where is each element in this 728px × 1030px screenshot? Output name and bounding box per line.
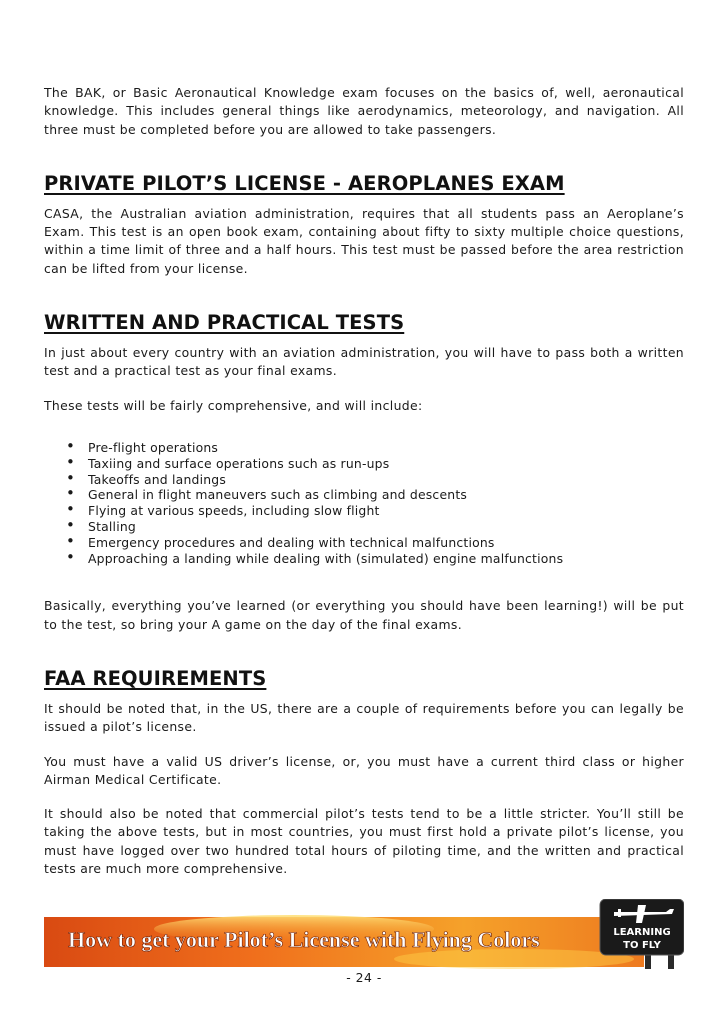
- list-item: • Takeoffs and landings: [66, 472, 684, 488]
- list-item: • Flying at various speeds, including slow flight: [66, 503, 684, 519]
- list-item: • Emergency procedures and dealing with technical malfunctions: [66, 535, 684, 551]
- page-number: - 24 -: [346, 970, 382, 985]
- list-item: • Taxiing and surface operations such as run-ups: [66, 456, 684, 472]
- faa-paragraph-1: It should be noted that, in the US, there are a couple of requirements before you can legally be issued a pilot’s license.: [44, 700, 684, 735]
- list-item: • Approaching a landing while dealing with (simulated) engine malfunctions: [66, 551, 684, 567]
- intro-paragraph: The BAK, or Basic Aeronautical Knowledge exam focuses on the basics of, well, aeronautical knowledge. This includes general things like aerodynamics, meteorology, and navigation. All three must be completed before you are allowed to take passengers.: [44, 85, 684, 137]
- faa-paragraph-2: You must have a valid US driver’s license, or, you must have a current third class or higher Airman Medical Certificate.: [44, 753, 684, 787]
- footer-banner: [44, 899, 684, 969]
- tests-paragraph-2: These tests will be fairly comprehensive, and will include:: [44, 397, 423, 413]
- list-item: • General in flight maneuvers such as climbing and descents: [66, 487, 684, 503]
- ppl-paragraph: CASA, the Australian aviation administration, requires that all students pass an Aeroplane’s Exam. This test is an open book exam, containing about fifty to sixty multiple choice questions, within a time limit of three and a half hours. This test must be passed before the area restriction can be lifted from your license.: [44, 205, 684, 276]
- page-content: [44, 84, 684, 878]
- list-item: • Pre-flight operations: [66, 440, 684, 456]
- heading-faa-requirements: FAA REQUIREMENTS: [44, 666, 267, 690]
- sign-line-2: TO FLY: [623, 940, 661, 951]
- tests-paragraph-1: In just about every country with an aviation administration, you will have to pass both a written test and a practical test as your final exams.: [44, 345, 684, 379]
- faa-paragraph-3: It should also be noted that commercial pilot’s tests tend to be a little stricter. You’ll still be taking the above tests, but in most countries, you must first hold a private pilot’s license, you must have logged over two hundred total hours of piloting time, and the written and practical tests are much more comprehensive.: [44, 806, 684, 877]
- heading-private-pilot-exam: PRIVATE PILOT’S LICENSE - AEROPLANES EXAM: [44, 171, 565, 195]
- list-item: • Stalling: [66, 519, 684, 535]
- heading-written-practical-tests: WRITTEN AND PRACTICAL TESTS: [44, 311, 405, 335]
- banner-title: How to get your Pilot’s License with Flying Colors: [68, 927, 540, 952]
- tests-paragraph-3: Basically, everything you’ve learned (or everything you should have been learning!) will be put to the test, so bring your A game on the day of the final exams.: [44, 598, 684, 632]
- sign-line-1: LEARNING: [613, 927, 671, 938]
- test-topics-list: [44, 440, 684, 566]
